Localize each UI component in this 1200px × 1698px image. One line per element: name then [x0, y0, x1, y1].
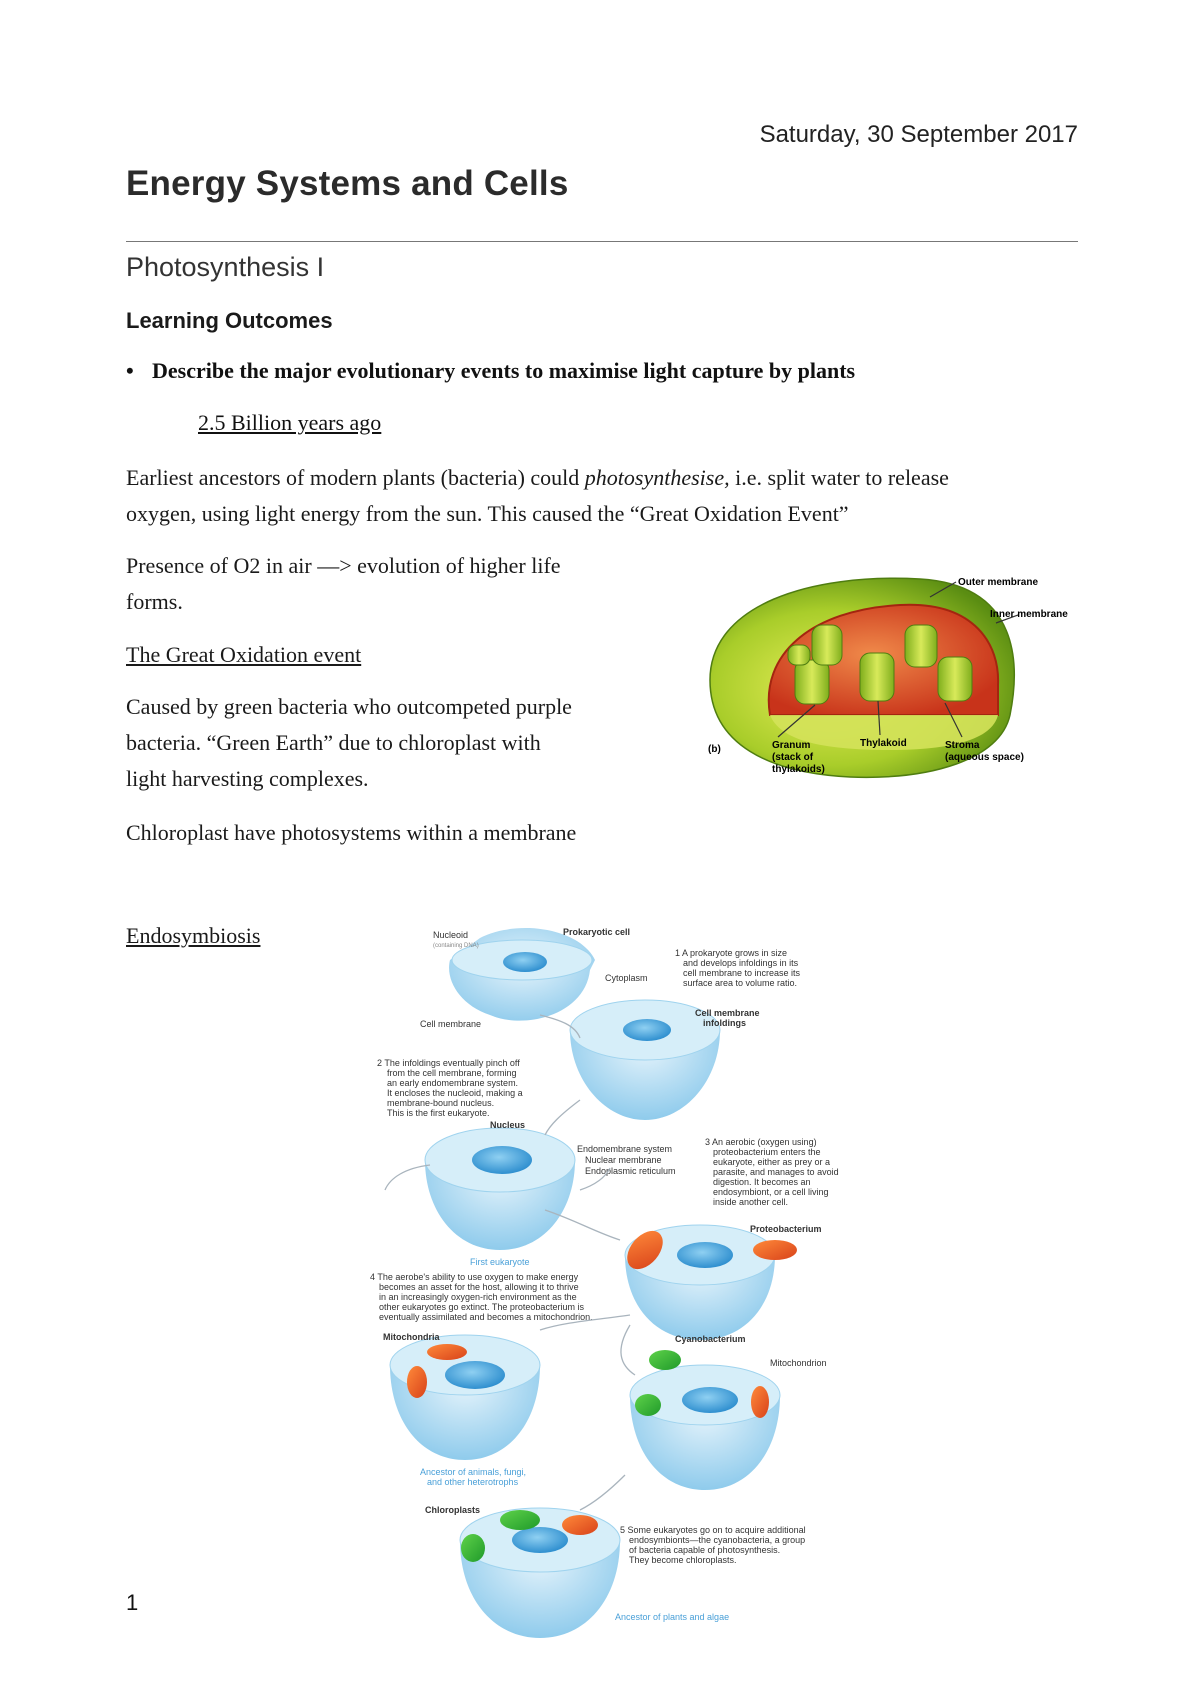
para-text: forms.: [126, 589, 183, 614]
paragraph-presence-o2: [126, 548, 561, 620]
para-text: Earliest ancestors of modern plants (bacteria) could: [126, 465, 585, 490]
step4-text: 4 The aerobe's ability to use oxygen to make energy becomes an asset for the host, allowing it to thrive in an increasingly oxygen-rich environment as the other eukaryotes go extinct. The proteobacterium is eventually assimilated and becomes a mitochondrion.: [370, 1272, 593, 1322]
label-ancestor-animals: Ancestor of animals, fungi, and other heterotrophs: [420, 1467, 527, 1487]
label-outer-membrane: Outer membrane: [958, 577, 1039, 588]
host-with-cyanobacterium-cell: [630, 1350, 780, 1490]
plant-ancestor-cell: [460, 1508, 620, 1638]
label-inner-membrane: Inner membrane: [990, 609, 1068, 620]
endosymbiosis-diagram: [365, 920, 875, 1650]
label-ancestor-plants: Ancestor of plants and algae: [615, 1612, 730, 1622]
subheading-billion-years: 2.5 Billion years ago: [198, 410, 382, 435]
label-stroma: Stroma: [945, 740, 980, 751]
label-cell-membrane: Cell membrane: [420, 1019, 482, 1029]
prokaryotic-cell: [449, 928, 595, 1021]
label-cyanobacterium: Cyanobacterium: [675, 1334, 746, 1344]
step5-text: 5 Some eukaryotes go on to acquire additional endosymbionts—the cyanobacteria, a group of bacteria capable of photosynthesis. They become chloroplasts.: [620, 1525, 806, 1565]
paragraph-chloroplast-photosystems: Chloroplast have photosystems within a membrane: [126, 820, 577, 845]
label-chloroplasts: Chloroplasts: [425, 1505, 481, 1515]
label-endomembrane: Endomembrane system Nuclear membrane Endoplasmic reticulum: [577, 1144, 676, 1176]
bullet-dot-icon: •: [126, 358, 134, 383]
label-first-eukaryote: First eukaryote: [470, 1257, 530, 1267]
label-thylakoid: Thylakoid: [860, 738, 907, 749]
section-subtitle: Photosynthesis I: [126, 252, 325, 282]
para-text: Presence of O2 in air —> evolution of higher life: [126, 553, 561, 578]
label-mitochondrion: Mitochondrion: [770, 1358, 827, 1368]
label-granum-3: thylakoids): [772, 764, 825, 775]
paragraph-earliest-ancestors: [126, 460, 949, 532]
para-text: Caused by green bacteria who outcompeted purple: [126, 694, 572, 719]
step3-text: 3 An aerobic (oxygen using) proteobacterium enters the eukaryote, either as prey or a parasite, and manages to avoid digestion. It becomes an endosymbiont, or a cell living inside another cell.: [705, 1137, 839, 1207]
label-proteobacterium: Proteobacterium: [750, 1224, 822, 1234]
learning-outcomes-heading: Learning Outcomes: [126, 308, 333, 333]
label-b: (b): [708, 744, 721, 755]
chloroplast-diagram: [700, 565, 1080, 805]
title-divider: [126, 241, 1078, 242]
subheading-great-oxidation: The Great Oxidation event: [126, 642, 362, 667]
infolding-cell: [570, 1000, 720, 1120]
step1-text: 1 A prokaryote grows in size and develops infoldings in its cell membrane to increase its surface area to volume ratio.: [675, 948, 801, 988]
label-nucleoid: Nucleoid: [433, 930, 469, 940]
label-nucleoid-sub: (containing DNA): [433, 943, 479, 949]
label-prokaryotic-cell: Prokaryotic cell: [563, 927, 631, 937]
paragraph-green-bacteria: [126, 689, 572, 797]
page-number: 1: [126, 1590, 139, 1615]
first-eukaryote-cell: [425, 1128, 575, 1250]
step2-text: 2 The infoldings eventually pinch off from the cell membrane, forming an early endomembrane system. It encloses the nucleoid, making a membrane-bound nucleus. This is the first eukaryote.: [377, 1058, 523, 1118]
label-mitochondria: Mitochondria: [383, 1332, 440, 1342]
para-text: bacteria. “Green Earth” due to chloroplast with: [126, 730, 541, 755]
label-cytoplasm: Cytoplasm: [605, 973, 648, 983]
label-granum: Granum: [772, 740, 811, 751]
para-text: light harvesting complexes.: [126, 766, 369, 791]
para-text: i.e. split water to release: [729, 465, 949, 490]
label-granum-2: (stack of: [772, 752, 814, 763]
host-with-proteobacterium-cell: [620, 1224, 797, 1340]
para-text: oxygen, using light energy from the sun. This caused the “Great Oxidation Event”: [126, 501, 849, 526]
page-title: Energy Systems and Cells: [126, 164, 569, 203]
heterotroph-ancestor-cell: [390, 1335, 540, 1460]
para-emphasis: photosynthesise,: [584, 465, 730, 490]
learning-outcome-bullet: [126, 358, 855, 384]
label-infoldings: Cell membrane infoldings: [695, 1008, 760, 1028]
label-nucleus: Nucleus: [490, 1120, 526, 1130]
label-stroma-2: (aqueous space): [945, 752, 1024, 763]
document-date: Saturday, 30 September 2017: [759, 121, 1078, 148]
learning-outcome-text: Describe the major evolutionary events to maximise light capture by plants: [152, 358, 856, 383]
subheading-endosymbiosis: Endosymbiosis: [126, 923, 261, 948]
